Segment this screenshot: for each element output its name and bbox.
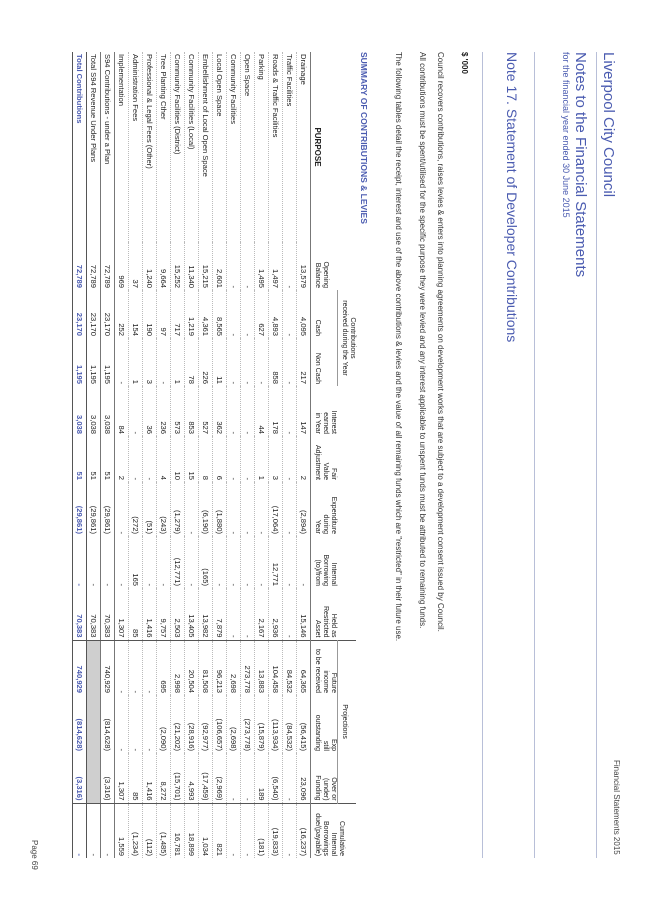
cell-future: 273,778 [241,640,255,695]
cell-exp-out: (273,778) [241,695,255,753]
cell-opening: 1,497 [269,242,283,290]
cell-future [87,640,101,695]
col-interest: Interest earned in Year [311,386,357,436]
cell-held: 70,383 [101,588,115,640]
cell-cash: 23,170 [87,290,101,338]
section-title: SUMMARY OF CONTRIBUTIONS & LEVIES [359,52,369,224]
col-projections-group: Projections [338,640,357,803]
cell-noncash: 1,195 [101,338,115,386]
cell-interest: 362 [213,386,227,436]
cell-held: 2,503 [171,588,185,640]
cell-opening: 15,215 [199,242,213,290]
cell-noncash: - [227,338,241,386]
cell-held: 85 [129,588,143,640]
cell-purpose: Administration Fees [129,52,143,242]
cell-over: - [227,753,241,803]
cell-borrow: - [227,536,241,588]
cell-cash: 190 [143,290,157,338]
col-contributions-group: Contributions received during the Year [338,290,357,386]
cell-fair: - [129,436,143,482]
cell-future: 740,929 [73,640,87,695]
document-period: for the financial year ended 30 June 2015 [561,52,571,218]
cell-purpose: Total Contributions [73,52,87,242]
cell-purpose: Community Facilities (Local) [185,52,199,242]
cell-exp: (29,861) [73,482,87,536]
cell-noncash: 226 [199,338,213,386]
cell-borrow: - [283,536,297,588]
cell-opening: 72,789 [101,242,115,290]
cell-held: 2,167 [255,588,269,640]
table-row [199,52,213,858]
table-row [157,52,171,858]
cell-purpose: Parking [255,52,269,242]
cell-held: 2,936 [269,588,283,640]
cell-interest: 36 [143,386,157,436]
cell-exp-out [87,695,101,753]
cell-future: 104,458 [269,640,283,695]
cell-interest: 178 [269,386,283,436]
cell-cash: - [283,290,297,338]
col-cumulative: Cumulative Internal Borrowings due/(payable) [311,803,357,858]
cell-exp: (2,894) [297,482,311,536]
divider [596,52,597,858]
cell-cumul: - [101,803,115,858]
col-future-income: Future income to be received [311,640,338,695]
cell-noncash: 11 [213,338,227,386]
cell-future: 695 [157,640,171,695]
cell-over [87,753,101,803]
col-expenditure: Expenditure during Year [311,482,357,536]
cell-borrow: - [213,536,227,588]
cell-future: - [143,640,157,695]
cell-interest: - [241,386,255,436]
cell-over: (3,316) [101,753,115,803]
cell-noncash: 1 [171,338,185,386]
cell-interest: 3,038 [101,386,115,436]
cell-exp-out: - [129,695,143,753]
cell-borrow: - [115,536,129,588]
cell-fair: - [283,436,297,482]
cell-fair: 2 [297,436,311,482]
cell-exp-out: (2,698) [227,695,241,753]
cell-cumul: - [227,803,241,858]
cell-future: - [129,640,143,695]
cell-borrow: 165 [129,536,143,588]
cell-noncash: 1,195 [73,338,87,386]
cell-cumul: (181) [255,803,269,858]
cell-fair: 10 [171,436,185,482]
cell-exp: - [241,482,255,536]
table-row [297,52,311,858]
cell-exp: (29,861) [87,482,101,536]
cell-exp: (17,064) [269,482,283,536]
cell-over: 189 [255,753,269,803]
cell-purpose: Traffic Facilities [283,52,297,242]
cell-future: 81,508 [199,640,213,695]
cell-cumul: (19,833) [269,803,283,858]
col-fair-value: Fair Value Adjustment [311,436,357,482]
document-title: Notes to the Financial Statements [572,52,589,278]
note-title: Note 17. Statement of Developer Contributions [504,52,520,343]
cell-exp-out: (56,415) [297,695,311,753]
cell-purpose: Implementation [115,52,129,242]
cell-over: (6,540) [269,753,283,803]
col-cash: Cash [311,290,338,338]
cell-fair: 51 [101,436,115,482]
contributions-table [72,52,356,858]
council-name: Liverpool City Council [600,52,617,198]
cell-borrow: - [101,536,115,588]
cell-cash: 1,219 [185,290,199,338]
cell-over: - [283,753,297,803]
cell-cumul: 1,559 [115,803,129,858]
cell-over: (2,969) [213,753,227,803]
cell-opening: 969 [115,242,129,290]
cell-borrow: (12,771) [171,536,185,588]
cell-interest: 573 [171,386,185,436]
cell-borrow: - [241,536,255,588]
cell-over: 4,993 [185,753,199,803]
cell-over: (3,316) [73,753,87,803]
cell-noncash: - [283,338,297,386]
cell-borrow: - [157,536,171,588]
cell-opening: 2,601 [213,242,227,290]
total-row [73,52,87,858]
col-noncash: Non Cash [311,338,338,386]
cell-cumul: - [241,803,255,858]
cell-over: 23,096 [297,753,311,803]
cell-exp-out: (814,628) [101,695,115,753]
cell-fair: 4 [157,436,171,482]
col-over-under: Over or (under) Funding [311,753,338,803]
cell-interest: 3,038 [73,386,87,436]
cell-cash: 23,170 [73,290,87,338]
cell-future: 2,998 [171,640,185,695]
cell-opening: 72,789 [87,242,101,290]
col-opening: Opening Balance [311,242,357,290]
cell-cash: 8,565 [213,290,227,338]
cell-borrow: - [73,536,87,588]
cell-exp: (6,190) [199,482,213,536]
table-row [129,52,143,858]
cell-borrow: 12,771 [269,536,283,588]
cell-over: 1,307 [115,753,129,803]
cell-future: 13,883 [255,640,269,695]
cell-fair: - [227,436,241,482]
cell-cash: 252 [115,290,129,338]
cell-fair: 8 [199,436,213,482]
cell-held: - [227,588,241,640]
cell-noncash: - [157,338,171,386]
cell-cash: - [227,290,241,338]
cell-noncash: - [255,338,269,386]
cell-cash: 4,095 [297,290,311,338]
cell-borrow: (165) [199,536,213,588]
cell-future: 64,365 [297,640,311,695]
cell-exp-out: (84,532) [283,695,297,753]
cell-cumul: 1,034 [199,803,213,858]
cell-purpose: Professional & Legal Fees (Other) [143,52,157,242]
cell-exp-out: (15,879) [255,695,269,753]
table-row [213,52,227,858]
cell-opening: 11,340 [185,242,199,290]
cell-exp: - [185,482,199,536]
cell-interest: 527 [199,386,213,436]
cell-cash: 4,361 [199,290,213,338]
cell-noncash: 1,195 [87,338,101,386]
cell-cumul: 16,781 [171,803,185,858]
cell-noncash: 217 [297,338,311,386]
table-row [283,52,297,858]
col-exp-outstanding: Exp still outstanding [311,695,338,753]
cell-interest: 44 [255,386,269,436]
subtotal-row [87,52,101,858]
running-header: Financial Statements 2015 [612,760,621,855]
cell-purpose: Local Open Space [213,52,227,242]
cell-cumul: - [73,803,87,858]
cell-fair: 6 [213,436,227,482]
cell-purpose: Embellishment of Local Open Space [199,52,213,242]
cell-opening: 1,495 [255,242,269,290]
col-purpose: PURPOSE [311,52,357,242]
cell-cash: 627 [255,290,269,338]
cell-opening: - [241,242,255,290]
cell-noncash: 3 [143,338,157,386]
cell-future: 2,698 [227,640,241,695]
col-held: Held as Restricted Asset [311,588,357,640]
cell-cumul: (1,485) [157,803,171,858]
cell-fair: - [241,436,255,482]
cell-fair: 1 [255,436,269,482]
cell-opening: 15,252 [171,242,185,290]
cell-held: 9,757 [157,588,171,640]
cell-future: 20,504 [185,640,199,695]
cell-cumul: - [87,803,101,858]
cell-cash: 97 [157,290,171,338]
table-row [143,52,157,858]
cell-cumul: (1,234) [129,803,143,858]
divider [482,52,483,858]
cell-exp-out: - [115,695,129,753]
cell-purpose: Drainage [297,52,311,242]
cell-borrow: - [87,536,101,588]
cell-exp: (1,279) [171,482,185,536]
cell-over: 1,416 [143,753,157,803]
cell-borrow: - [297,536,311,588]
table-row [115,52,129,858]
table-row [255,52,269,858]
cell-future: 740,929 [101,640,115,695]
cell-purpose: Community Facilities (District) [171,52,185,242]
cell-purpose: Open Space [241,52,255,242]
cell-exp: (29,861) [101,482,115,536]
cell-opening: 72,789 [73,242,87,290]
col-borrowing: Internal Borrowing (to)/from [311,536,357,588]
cell-opening: 13,579 [297,242,311,290]
cell-held: 7,879 [213,588,227,640]
cell-exp: - [283,482,297,536]
cell-fair: 15 [185,436,199,482]
cell-fair: - [143,436,157,482]
paragraph-2: All contributions must be spent/utilised for the specific purpose they were levied and any interest applicable to unspent funds must be attributed to remaining funds. [418,52,427,629]
cell-held: 13,405 [185,588,199,640]
cell-noncash: 1 [129,338,143,386]
cell-cash: 717 [171,290,185,338]
cell-exp-out: (2,090) [157,695,171,753]
cell-exp: (1,880) [213,482,227,536]
unit-label: $ '000 [460,52,469,74]
table-group-header [338,52,357,858]
cell-over: (15,701) [171,753,185,803]
cell-cumul: (16,237) [297,803,311,858]
table-row [185,52,199,858]
cell-exp-out: (21,202) [171,695,185,753]
cell-purpose: Roads & Traffic Facilities [269,52,283,242]
cell-exp-out: (106,657) [213,695,227,753]
divider [534,52,535,858]
cell-interest: 853 [185,386,199,436]
paragraph-1: Council recovers contributions, raises levies & enters into planning agreements on development works that are subject to a development consent issued by Council. [436,52,445,632]
cell-interest: - [129,386,143,436]
cell-borrow: - [255,536,269,588]
cell-exp: - [227,482,241,536]
cell-purpose: Tree Planting Cther [157,52,171,242]
cell-cumul: (112) [143,803,157,858]
cell-over: - [241,753,255,803]
subtotal-row [101,52,115,858]
cell-exp: (243) [157,482,171,536]
cell-cash: 4,893 [269,290,283,338]
cell-held: - [241,588,255,640]
cell-cash: 154 [129,290,143,338]
cell-exp-out: (28,916) [185,695,199,753]
cell-borrow: - [185,536,199,588]
cell-exp-out: (92,977) [199,695,213,753]
cell-held: 1,307 [115,588,129,640]
cell-held: - [283,588,297,640]
cell-opening: 1,240 [143,242,157,290]
cell-held: 13,982 [199,588,213,640]
cell-noncash: - [241,338,255,386]
cell-purpose: S94 Contributions - under a Plan [101,52,115,242]
cell-cumul: - [283,803,297,858]
cell-cash: 23,170 [101,290,115,338]
cell-cumul: 821 [213,803,227,858]
cell-opening: - [283,242,297,290]
cell-interest: - [283,386,297,436]
table-row [269,52,283,858]
cell-borrow: - [143,536,157,588]
table-row [227,52,241,858]
cell-purpose: Community Facilities [227,52,241,242]
cell-held: 70,383 [87,588,101,640]
cell-exp-out: - [143,695,157,753]
cell-cumul: 18,899 [185,803,199,858]
cell-interest: - [227,386,241,436]
cell-over: (17,459) [199,753,213,803]
cell-exp-out: (814,628) [73,695,87,753]
page-number: Page 69 [30,840,39,870]
cell-exp-out: (113,934) [269,695,283,753]
paragraph-3: The following tables detail the receipt, interest and use of the above contributions & levies and the value of all remaining funds which are "restricted" in their future use. [394,52,403,642]
table-row [171,52,185,858]
cell-future: 96,213 [213,640,227,695]
cell-interest: 236 [157,386,171,436]
cell-opening: 9,664 [157,242,171,290]
cell-opening: - [227,242,241,290]
cell-purpose: Total S94 Revenue Under Plans [87,52,101,242]
cell-fair: 3 [269,436,283,482]
cell-held: 70,383 [73,588,87,640]
cell-interest: 84 [115,386,129,436]
cell-future: 84,532 [283,640,297,695]
cell-interest: 3,038 [87,386,101,436]
cell-held: 15,146 [297,588,311,640]
cell-cash: - [241,290,255,338]
cell-noncash: 78 [185,338,199,386]
cell-opening: 37 [129,242,143,290]
cell-noncash: - [115,338,129,386]
cell-held: 1,416 [143,588,157,640]
cell-future: - [115,640,129,695]
cell-fair: 51 [73,436,87,482]
cell-fair: 51 [87,436,101,482]
cell-exp: (51) [143,482,157,536]
cell-exp: - [115,482,129,536]
cell-exp: - [255,482,269,536]
table-row [241,52,255,858]
cell-fair: 2 [115,436,129,482]
cell-exp: (272) [129,482,143,536]
cell-noncash: 858 [269,338,283,386]
cell-interest: 147 [297,386,311,436]
cell-over: 8,272 [157,753,171,803]
cell-over: 85 [129,753,143,803]
